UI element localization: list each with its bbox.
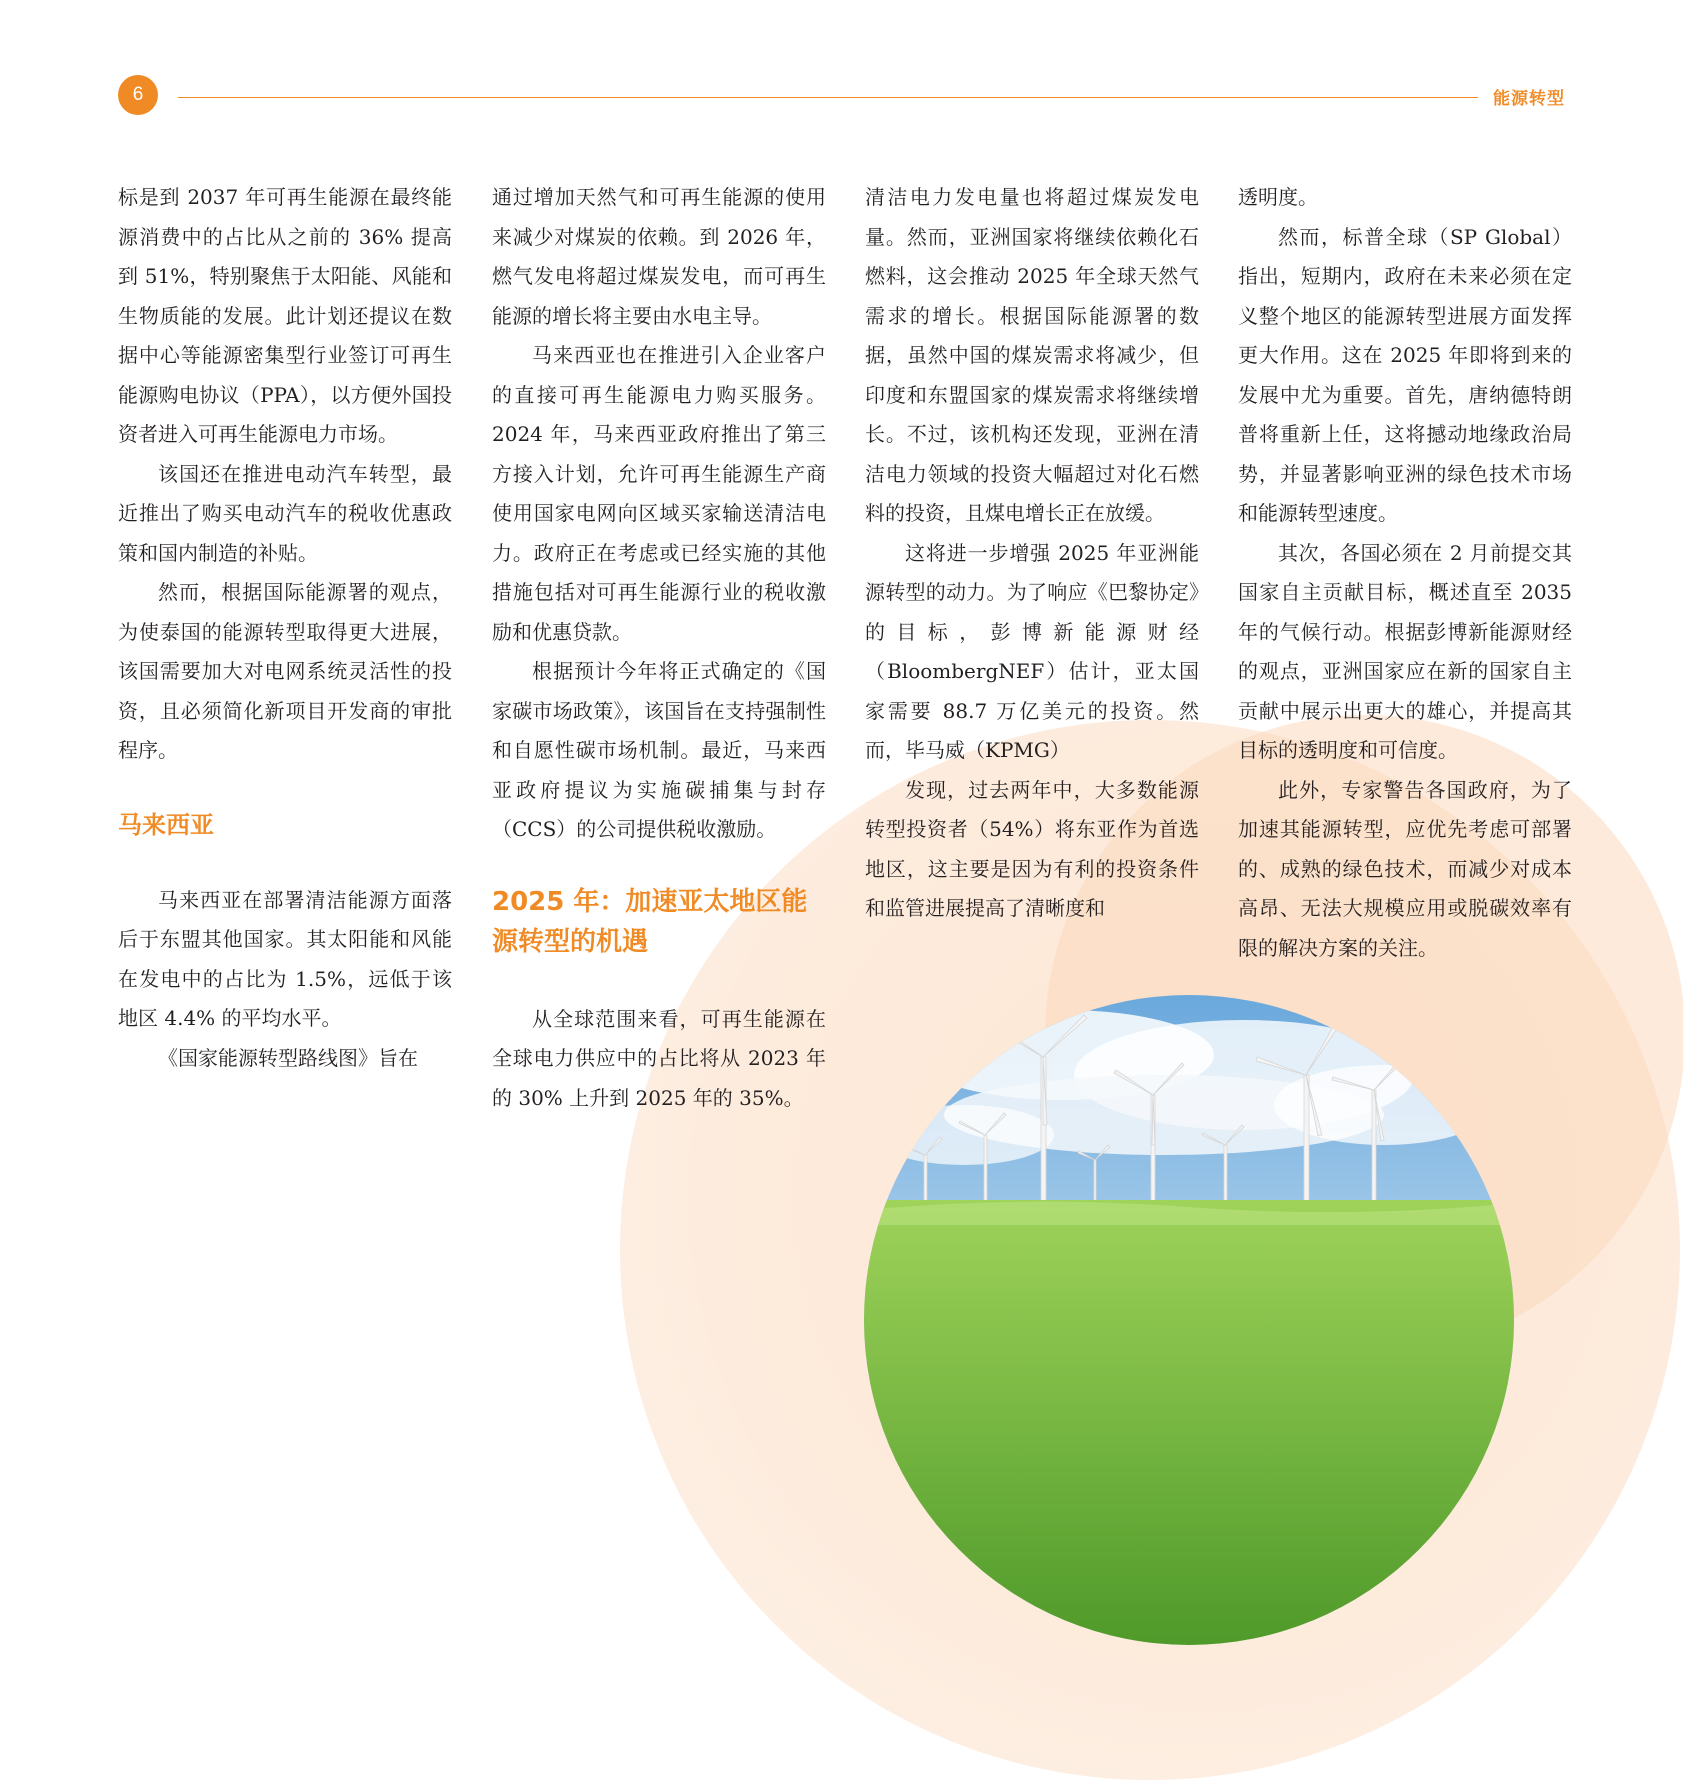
paragraph: 从全球范围来看，可再生能源在全球电力供应中的占比将从 2023 年的 30% 上升到 2025 年的 35%。: [492, 1006, 826, 1110]
paragraph: 该国还在推进电动汽车转型，最近推出了购买电动汽车的税收优惠政策和国内制造的补贴。: [118, 461, 452, 565]
text-column-3: [865, 178, 1199, 929]
text-column-2: [492, 178, 826, 1118]
heading-2025-opportunity: 2025 年：加速亚太地区能源转型的机遇: [492, 886, 808, 957]
section-label: 能源转型: [1493, 89, 1565, 109]
wind-farm-photo: [864, 995, 1514, 1645]
paragraph: 通过增加天然气和可再生能源的使用来减少对煤炭的依赖。到 2026 年，燃气发电将超过煤炭发电，而可再生能源的增长将主要由水电主导。: [492, 185, 826, 328]
paragraph: 马来西亚在部署清洁能源方面落后于东盟其他国家。其太阳能和风能在发电中的占比为 1.5%，远低于该地区 4.4% 的平均水平。: [118, 887, 452, 1030]
paragraph: 然而，根据国际能源署的观点，为使泰国的能源转型取得更大进展，该国需要加大对电网系统灵活性的投资，且必须简化新项目开发商的审批程序。: [118, 580, 452, 762]
text-column-4: [1238, 178, 1572, 968]
header-rule: [178, 97, 1478, 98]
paragraph: 此外，专家警告各国政府，为了加速其能源转型，应优先考虑可部署的、成熟的绿色技术，而减少对成本高昂、无法大规模应用或脱碳效率有限的解决方案的关注。: [1238, 777, 1572, 960]
text-column-1: [118, 178, 452, 1078]
paragraph: 透明度。: [1238, 185, 1318, 209]
wind-farm-illustration: [864, 995, 1514, 1645]
paragraph: 发现，过去两年中，大多数能源转型投资者（54%）将东亚作为首选地区，这主要是因为有利的投资条件和监管进展提高了清晰度和: [865, 777, 1199, 920]
heading-malaysia: 马来西亚: [118, 810, 214, 839]
paragraph: 其次，各国必须在 2 月前提交其国家自主贡献目标，概述直至 2035 年的气候行动。根据彭博新能源财经的观点，亚洲国家应在新的国家自主贡献中展示出更大的雄心，并提高其目标的透明度和可信度。: [1238, 540, 1572, 762]
paragraph: 《国家能源转型路线图》旨在: [158, 1045, 418, 1070]
paragraph: 清洁电力发电量也将超过煤炭发电量。然而，亚洲国家将继续依赖化石燃料，这会推动 2025 年全球天然气需求的增长。根据国际能源署的数据，虽然中国的煤炭需求将减少，但印度和东盟国家的煤炭需求将继续增长。不过，该机构还发现，亚洲在清洁电力领域的投资大幅超过对化石燃料的投资，且煤电增长正在放缓。: [865, 185, 1199, 525]
page-number-badge: 6: [118, 75, 158, 115]
paragraph: 根据预计今年将正式确定的《国家碳市场政策》，该国旨在支持强制性和自愿性碳市场机制。最近，马来西亚政府提议为实施碳捕集与封存（CCS）的公司提供税收激励。: [492, 659, 826, 841]
paragraph: 马来西亚也在推进引入企业客户的直接可再生能源电力购买服务。2024 年，马来西亚政府推出了第三方接入计划，允许可再生能源生产商使用国家电网向区域买家输送清洁电力。政府正在考虑或已经实施的其他措施包括对可再生能源行业的税收激励和优惠贷款。: [492, 343, 826, 644]
paragraph: 标是到 2037 年可再生能源在最终能源消费中的占比从之前的 36% 提高到 51%，特别聚焦于太阳能、风能和生物质能的发展。此计划还提议在数据中心等能源密集型行业签订可再生能源购电协议（PPA），以方便外国投资者进入可再生能源电力市场。: [118, 185, 452, 446]
paragraph: 这将进一步增强 2025 年亚洲能源转型的动力。为了响应《巴黎协定》的目标，彭博新能源财经（BloombergNEF）估计，亚太国家需要 88.7 万亿美元的投资。然而，毕马威（KPMG）: [865, 540, 1199, 762]
paragraph: 然而，标普全球（SP Global）指出，短期内，政府在未来必须在定义整个地区的能源转型进展方面发挥更大作用。这在 2025 年即将到来的发展中尤为重要。首先，唐纳德特朗普将重新上任，这将撼动地缘政治局势，并显著影响亚洲的绿色技术市场和能源转型速度。: [1238, 224, 1572, 525]
